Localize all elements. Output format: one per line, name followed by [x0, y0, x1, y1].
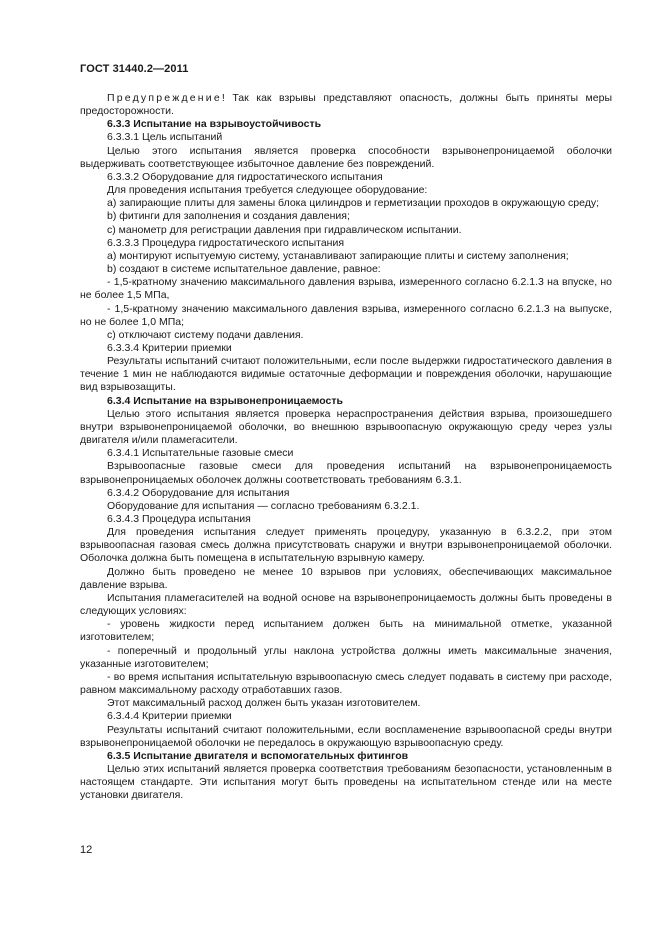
- body-paragraph: - 1,5-кратному значению максимального давления взрыва, измеренного согласно 6.2.1.3 на выпуске, но не более 1,0 МПа;: [80, 302, 612, 328]
- body-paragraph: 6.3.3.4 Критерии приемки: [107, 341, 232, 354]
- body-paragraph: Оборудование для испытания — согласно требованиям 6.3.2.1.: [107, 499, 420, 512]
- body-paragraph: - во время испытания испытательную взрывоопасную смесь следует подавать в систему при расходе, равном максимальному расходу отработавших газов.: [80, 670, 612, 697]
- body-paragraph: 6.3.4.1 Испытательные газовые смеси: [107, 447, 294, 460]
- body-paragraph: Результаты испытаний считают положительными, если после выдержки гидростатического давления в течение 1 мин не наблюдаются видимые остаточные деформации и повреждения оболочки, нарушающие вид взрывозащиты.: [80, 355, 612, 394]
- document-body: [80, 92, 612, 802]
- body-paragraph: c) манометр для регистрации давления при гидравлическом испытании.: [107, 223, 462, 236]
- section-heading: 6.3.4 Испытание на взрывонепроницаемость: [107, 394, 343, 407]
- body-paragraph: - поперечный и продольный углы наклона устройства должны иметь максимальные значения, указанные изготовителем;: [80, 644, 612, 670]
- body-paragraph: Должно быть проведено не менее 10 взрывов при условиях, обеспечивающих максимальное давление взрыва.: [80, 565, 612, 591]
- body-paragraph: Испытания пламегасителей на водной основе на взрывонепроницаемость должны быть проведены в следующих условиях:: [80, 591, 612, 618]
- body-paragraph: Этот максимальный расход должен быть указан изготовителем.: [107, 697, 421, 710]
- body-paragraph: Для проведения испытания требуется следующее оборудование:: [107, 184, 428, 197]
- body-paragraph: Целью этого испытания является проверка нераспространения действия взрыва, произошедшего внутри взрывонепроницаемой оболочки, во внешнюю взрывоопасную окружающую среду через узлы двигателя и/или пламегасители.: [80, 407, 612, 447]
- body-paragraph: 6.3.3.2 Оборудование для гидростатического испытания: [107, 170, 383, 183]
- body-paragraph: 6.3.3.3 Процедура гидростатического испытания: [107, 236, 345, 249]
- body-paragraph: a) монтируют испытуемую систему, устанавливают запирающие плиты и систему заполнения;: [107, 249, 569, 262]
- body-paragraph: b) фитинги для заполнения и создания давления;: [107, 210, 350, 223]
- body-paragraph: 6.3.4.4 Критерии приемки: [107, 710, 232, 723]
- body-paragraph: 6.3.4.3 Процедура испытания: [107, 513, 251, 525]
- body-paragraph: 6.3.3.1 Цель испытаний: [107, 131, 223, 144]
- page-number: 12: [80, 844, 93, 856]
- section-heading: 6.3.3 Испытание на взрывоустойчивость: [107, 118, 322, 131]
- body-paragraph: Результаты испытаний считают положительными, если воспламенение взрывоопасной среды внутри взрывонепроницаемой оболочки не передалось в окружающую взрывоопасную среду.: [80, 723, 612, 749]
- body-paragraph: Взрывоопасные газовые смеси для проведения испытаний на взрывонепроницаемость взрывонепроницаемых оболочек должны соответствовать требованиям 6.3.1.: [80, 460, 612, 486]
- body-paragraph: - уровень жидкости перед испытанием должен быть на минимальной отметке, указанной изготовителем;: [80, 618, 612, 644]
- body-paragraph: Для проведения испытания следует применять процедуру, указанную в 6.3.2.2, при этом взрывоопасная газовая смесь должна присутствовать снаружи и внутри взрывонепроницаемой оболочки. Оболочка должна быть помещена в испытательную взрывную камеру.: [80, 526, 612, 565]
- warning-paragraph: [80, 92, 612, 118]
- warning-label: Предупреждение: [107, 92, 222, 104]
- document-header: ГОСТ 31440.2—2011: [80, 63, 189, 75]
- body-paragraph: Целью этих испытаний является проверка соответствия требованиям безопасности, установленным в настоящем стандарте. Эти испытания могут быть проведены на испытательном стенде или на месте установки двигателя.: [80, 762, 612, 802]
- body-paragraph: Целью этого испытания является проверка способности взрывонепроницаемой оболочки выдерживать соответствующее избыточное давление без повреждений.: [80, 144, 612, 170]
- warning-text: ! Так как взрывы представляют опасность, должны быть приняты меры предосторожности.: [80, 92, 612, 118]
- body-paragraph: - 1,5-кратному значению максимального давления взрыва, измеренного согласно 6.2.1.3 на впуске, но не более 1,5 МПа,: [80, 276, 612, 302]
- body-paragraph: b) создают в системе испытательное давление, равное:: [107, 263, 381, 276]
- section-heading: 6.3.5 Испытание двигателя и вспомогательных фитингов: [107, 749, 409, 762]
- body-paragraph: 6.3.4.2 Оборудование для испытания: [107, 486, 290, 499]
- body-paragraph: c) отключают систему подачи давления.: [107, 328, 304, 341]
- body-paragraph: a) запирающие плиты для замены блока цилиндров и герметизации проходов в окружающую среду;: [107, 197, 599, 210]
